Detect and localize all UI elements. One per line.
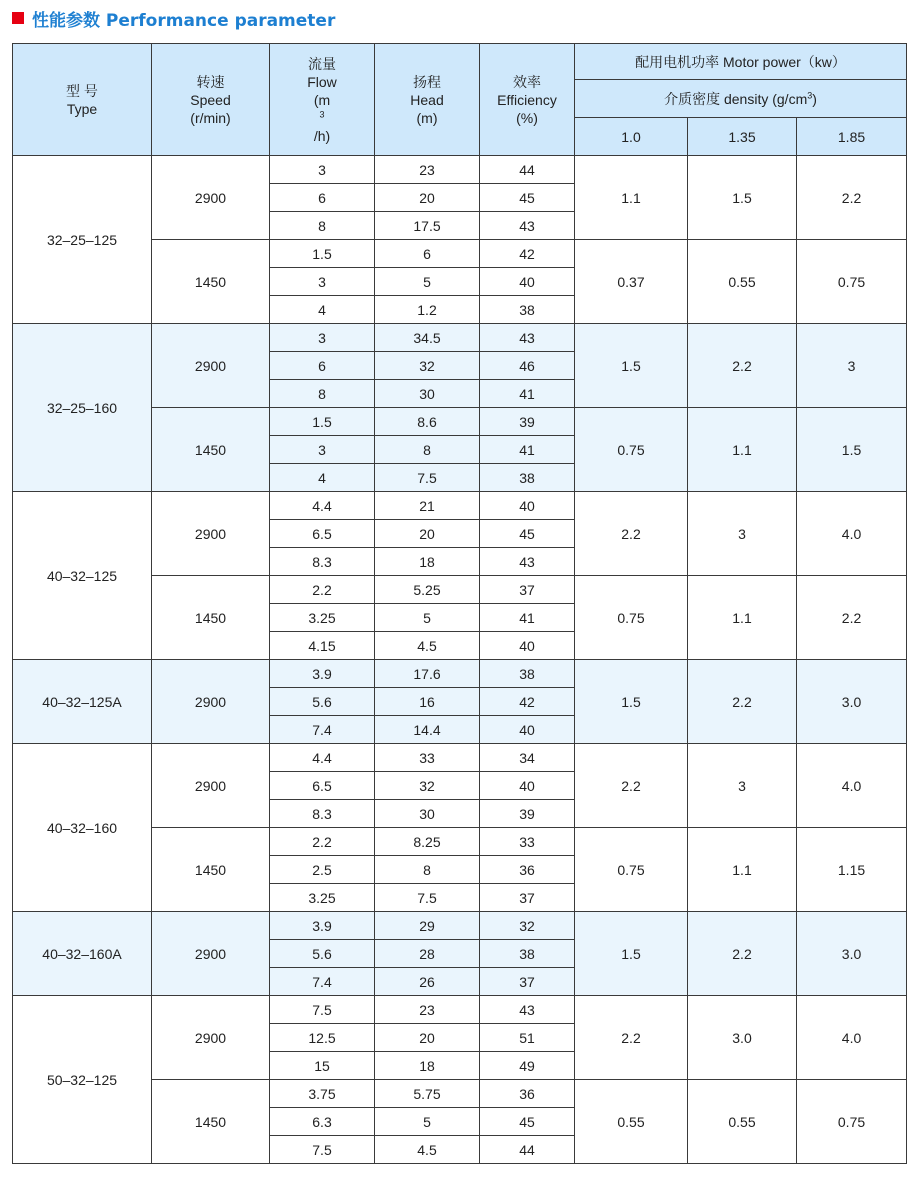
speed-cell: 1450 — [152, 240, 270, 324]
head-cell: 30 — [375, 380, 480, 408]
efficiency-cell: 41 — [480, 604, 575, 632]
head-cell: 4.5 — [375, 1136, 480, 1164]
flow-cell: 7.4 — [270, 716, 375, 744]
header-efficiency: 效率 Efficiency (%) — [480, 44, 575, 156]
table-row — [13, 912, 907, 940]
power-cell: 1.5 — [797, 408, 907, 492]
flow-cell: 2.2 — [270, 828, 375, 856]
efficiency-cell: 44 — [480, 156, 575, 184]
flow-cell: 3 — [270, 436, 375, 464]
efficiency-cell: 38 — [480, 660, 575, 688]
head-cell: 4.5 — [375, 632, 480, 660]
efficiency-cell: 43 — [480, 324, 575, 352]
head-cell: 7.5 — [375, 464, 480, 492]
power-cell: 3 — [797, 324, 907, 408]
efficiency-cell: 32 — [480, 912, 575, 940]
flow-cell: 6.3 — [270, 1108, 375, 1136]
flow-cell: 3.25 — [270, 884, 375, 912]
flow-cell: 8 — [270, 380, 375, 408]
head-cell: 8 — [375, 436, 480, 464]
model-cell: 40–32–160A — [13, 912, 152, 996]
flow-cell: 3.75 — [270, 1080, 375, 1108]
power-cell: 0.75 — [797, 240, 907, 324]
table-row — [13, 324, 907, 352]
header-head: 扬程 Head (m) — [375, 44, 480, 156]
head-cell: 6 — [375, 240, 480, 268]
head-cell: 8 — [375, 856, 480, 884]
head-cell: 26 — [375, 968, 480, 996]
model-cell: 40–32–160 — [13, 744, 152, 912]
table-row — [13, 660, 907, 688]
head-cell: 14.4 — [375, 716, 480, 744]
head-cell: 30 — [375, 800, 480, 828]
head-cell: 32 — [375, 352, 480, 380]
flow-cell: 6.5 — [270, 520, 375, 548]
power-cell: 3.0 — [797, 660, 907, 744]
speed-cell: 1450 — [152, 576, 270, 660]
speed-cell: 2900 — [152, 492, 270, 576]
flow-cell: 4.15 — [270, 632, 375, 660]
flow-cell: 8.3 — [270, 800, 375, 828]
speed-cell: 1450 — [152, 408, 270, 492]
power-cell: 4.0 — [797, 744, 907, 828]
power-cell: 4.0 — [797, 996, 907, 1080]
power-cell: 2.2 — [797, 156, 907, 240]
efficiency-cell: 38 — [480, 940, 575, 968]
table-row — [13, 996, 907, 1024]
power-cell: 2.2 — [575, 996, 688, 1080]
head-cell: 18 — [375, 1052, 480, 1080]
power-cell: 3 — [688, 744, 797, 828]
power-cell: 0.55 — [575, 1080, 688, 1164]
efficiency-cell: 46 — [480, 352, 575, 380]
flow-cell: 4 — [270, 296, 375, 324]
efficiency-cell: 42 — [480, 688, 575, 716]
head-cell: 18 — [375, 548, 480, 576]
power-cell: 2.2 — [688, 324, 797, 408]
header-motor-power: 配用电机功率 Motor power（kw） — [575, 44, 907, 80]
efficiency-cell: 40 — [480, 716, 575, 744]
head-cell: 23 — [375, 156, 480, 184]
model-cell: 32–25–125 — [13, 156, 152, 324]
efficiency-cell: 41 — [480, 380, 575, 408]
head-cell: 33 — [375, 744, 480, 772]
power-cell: 3.0 — [797, 912, 907, 996]
power-cell: 2.2 — [575, 744, 688, 828]
efficiency-cell: 40 — [480, 492, 575, 520]
head-cell: 20 — [375, 184, 480, 212]
table-row — [13, 156, 907, 184]
flow-cell: 5.6 — [270, 688, 375, 716]
header-density-value: 1.35 — [688, 118, 797, 156]
flow-cell: 8.3 — [270, 548, 375, 576]
head-cell: 7.5 — [375, 884, 480, 912]
power-cell: 1.15 — [797, 828, 907, 912]
head-cell: 20 — [375, 520, 480, 548]
flow-cell: 5.6 — [270, 940, 375, 968]
efficiency-cell: 45 — [480, 1108, 575, 1136]
section-title-text: 性能参数 Performance parameter — [32, 10, 336, 31]
speed-cell: 2900 — [152, 912, 270, 996]
head-cell: 32 — [375, 772, 480, 800]
flow-cell: 3 — [270, 156, 375, 184]
head-cell: 5 — [375, 268, 480, 296]
efficiency-cell: 39 — [480, 800, 575, 828]
efficiency-cell: 38 — [480, 464, 575, 492]
flow-cell: 7.5 — [270, 996, 375, 1024]
efficiency-cell: 45 — [480, 520, 575, 548]
head-cell: 5 — [375, 1108, 480, 1136]
head-cell: 20 — [375, 1024, 480, 1052]
efficiency-cell: 42 — [480, 240, 575, 268]
speed-cell: 2900 — [152, 156, 270, 240]
efficiency-cell: 49 — [480, 1052, 575, 1080]
flow-cell: 6 — [270, 352, 375, 380]
header-type: 型 号 Type — [13, 44, 152, 156]
header-density-value: 1.0 — [575, 118, 688, 156]
head-cell: 34.5 — [375, 324, 480, 352]
efficiency-cell: 33 — [480, 828, 575, 856]
efficiency-cell: 38 — [480, 296, 575, 324]
head-cell: 5 — [375, 604, 480, 632]
power-cell: 2.2 — [575, 492, 688, 576]
efficiency-cell: 37 — [480, 576, 575, 604]
power-cell: 1.1 — [688, 576, 797, 660]
head-cell: 17.5 — [375, 212, 480, 240]
flow-cell: 4.4 — [270, 492, 375, 520]
power-cell: 2.2 — [688, 660, 797, 744]
efficiency-cell: 40 — [480, 268, 575, 296]
head-cell: 8.25 — [375, 828, 480, 856]
power-cell: 3.0 — [688, 996, 797, 1080]
model-cell: 40–32–125 — [13, 492, 152, 660]
table-body — [13, 156, 907, 1164]
power-cell: 3 — [688, 492, 797, 576]
model-cell: 32–25–160 — [13, 324, 152, 492]
speed-cell: 2900 — [152, 996, 270, 1080]
flow-cell: 15 — [270, 1052, 375, 1080]
speed-cell: 2900 — [152, 660, 270, 744]
power-cell: 0.55 — [688, 1080, 797, 1164]
efficiency-cell: 51 — [480, 1024, 575, 1052]
efficiency-cell: 43 — [480, 996, 575, 1024]
power-cell: 1.1 — [688, 828, 797, 912]
head-cell: 29 — [375, 912, 480, 940]
flow-cell: 4 — [270, 464, 375, 492]
speed-cell: 2900 — [152, 744, 270, 828]
head-cell: 5.25 — [375, 576, 480, 604]
efficiency-cell: 39 — [480, 408, 575, 436]
speed-cell: 1450 — [152, 1080, 270, 1164]
power-cell: 1.5 — [575, 660, 688, 744]
flow-cell: 2.5 — [270, 856, 375, 884]
flow-cell: 3.25 — [270, 604, 375, 632]
head-cell: 8.6 — [375, 408, 480, 436]
header-density-value: 1.85 — [797, 118, 907, 156]
efficiency-cell: 40 — [480, 772, 575, 800]
flow-cell: 1.5 — [270, 408, 375, 436]
power-cell: 1.1 — [575, 156, 688, 240]
efficiency-cell: 43 — [480, 212, 575, 240]
head-cell: 28 — [375, 940, 480, 968]
flow-cell: 12.5 — [270, 1024, 375, 1052]
header-density: 介质密度 density $(g/cm^3)$ — [575, 80, 907, 118]
flow-cell: 3.9 — [270, 912, 375, 940]
power-cell: 1.5 — [575, 324, 688, 408]
flow-cell: 7.5 — [270, 1136, 375, 1164]
power-cell: 0.75 — [797, 1080, 907, 1164]
efficiency-cell: 36 — [480, 1080, 575, 1108]
power-cell: 0.55 — [688, 240, 797, 324]
flow-cell: 3 — [270, 324, 375, 352]
flow-cell: 6 — [270, 184, 375, 212]
red-square-icon — [12, 12, 24, 24]
efficiency-cell: 40 — [480, 632, 575, 660]
power-cell: 4.0 — [797, 492, 907, 576]
power-cell: 1.5 — [575, 912, 688, 996]
power-cell: 1.1 — [688, 408, 797, 492]
model-cell: 40–32–125A — [13, 660, 152, 744]
head-cell: 16 — [375, 688, 480, 716]
head-cell: 21 — [375, 492, 480, 520]
efficiency-cell: 37 — [480, 968, 575, 996]
table-row — [13, 492, 907, 520]
efficiency-cell: 37 — [480, 884, 575, 912]
performance-table — [12, 43, 907, 1164]
power-cell: 2.2 — [797, 576, 907, 660]
table-row — [13, 744, 907, 772]
power-cell: 0.75 — [575, 828, 688, 912]
power-cell: 0.75 — [575, 576, 688, 660]
flow-cell: 3.9 — [270, 660, 375, 688]
efficiency-cell: 44 — [480, 1136, 575, 1164]
header-flow: 流量 Flow (m $^3$ /h) — [270, 44, 375, 156]
flow-cell: 6.5 — [270, 772, 375, 800]
flow-cell: 3 — [270, 268, 375, 296]
efficiency-cell: 36 — [480, 856, 575, 884]
speed-cell: 1450 — [152, 828, 270, 912]
flow-cell: 1.5 — [270, 240, 375, 268]
head-cell: 5.75 — [375, 1080, 480, 1108]
flow-cell: 8 — [270, 212, 375, 240]
efficiency-cell: 43 — [480, 548, 575, 576]
efficiency-cell: 34 — [480, 744, 575, 772]
flow-cell: 4.4 — [270, 744, 375, 772]
flow-cell: 7.4 — [270, 968, 375, 996]
power-cell: 0.37 — [575, 240, 688, 324]
efficiency-cell: 45 — [480, 184, 575, 212]
speed-cell: 2900 — [152, 324, 270, 408]
head-cell: 23 — [375, 996, 480, 1024]
efficiency-cell: 41 — [480, 436, 575, 464]
head-cell: 17.6 — [375, 660, 480, 688]
head-cell: 1.2 — [375, 296, 480, 324]
model-cell: 50–32–125 — [13, 996, 152, 1164]
header-speed: 转速 Speed (r/min) — [152, 44, 270, 156]
power-cell: 2.2 — [688, 912, 797, 996]
power-cell: 1.5 — [688, 156, 797, 240]
power-cell: 0.75 — [575, 408, 688, 492]
flow-cell: 2.2 — [270, 576, 375, 604]
section-title — [12, 6, 335, 30]
